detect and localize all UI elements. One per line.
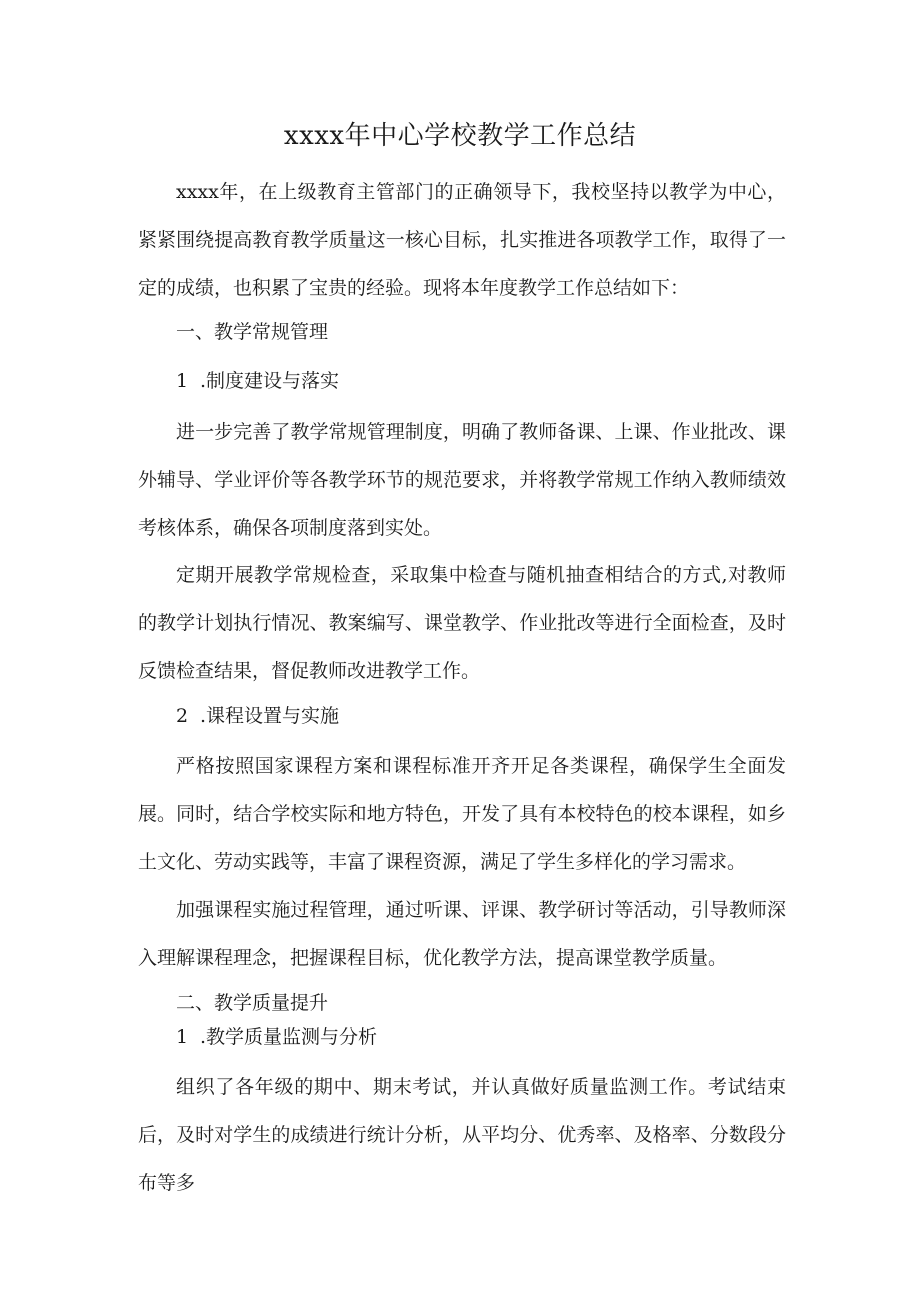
subsection-title: .教学质量监测与分析 — [200, 1026, 378, 1048]
paragraph-2-1-a: 组织了各年级的期中、期末考试，并认真做好质量监测工作。考试结束后，及时对学生的成绩进行统计分析，从平均分、优秀率、及格率、分数段分布等多 — [138, 1076, 786, 1194]
subsection-title: .制度建设与落实 — [200, 370, 340, 392]
paragraph-1-1-a: 进一步完善了教学常规管理制度，明确了教师备课、上课、作业批改、课外辅导、学业评价等各教学环节的规范要求，并将教学常规工作纳入教师绩效考核体系，确保各项制度落到实处。 — [138, 421, 786, 539]
paragraph-1-2-a: 严格按照国家课程方案和课程标准开齐开足各类课程，确保学生全面发展。同时，结合学校实际和地方特色，开发了具有本校特色的校本课程，如乡土文化、劳动实践等，丰富了课程资源，满足了学生多样化的学习需求。 — [138, 755, 786, 873]
paragraph-1-1-b: 定期开展教学常规检查，采取集中检查与随机抽查相结合的方式,对教师的教学计划执行情况、教案编写、课堂教学、作业批改等进行全面检查，及时反馈检查结果，督促教师改进教学工作。 — [138, 564, 786, 682]
section-heading-1: 一、教学常规管理 — [176, 321, 329, 343]
section-heading-2: 二、教学质量提升 — [176, 992, 329, 1014]
document-title: xxxx年中心学校教学工作总结 — [283, 121, 637, 151]
intro-paragraph: xxxx年，在上级教育主管部门的正确领导下，我校坚持以教学为中心，紧紧围绕提高教育教学质量这一核心目标，扎实推进各项教学工作，取得了一定的成绩，也积累了宝贵的经验。现将本年度教学工作总结如下： — [138, 181, 786, 299]
subsection-heading-1-1 — [176, 366, 339, 396]
subsection-heading-2-1 — [176, 1022, 377, 1052]
paragraph-1-2-b: 加强课程实施过程管理，通过听课、评课、教学研讨等活动，引导教师深入理解课程理念，把握课程目标，优化教学方法，提高课堂教学质量。 — [138, 899, 786, 969]
subsection-number: 1 — [176, 1026, 189, 1048]
subsection-heading-1-2 — [176, 701, 339, 731]
subsection-number: 1 — [176, 370, 189, 392]
subsection-number: 2 — [176, 705, 189, 727]
subsection-title: .课程设置与实施 — [200, 705, 340, 727]
